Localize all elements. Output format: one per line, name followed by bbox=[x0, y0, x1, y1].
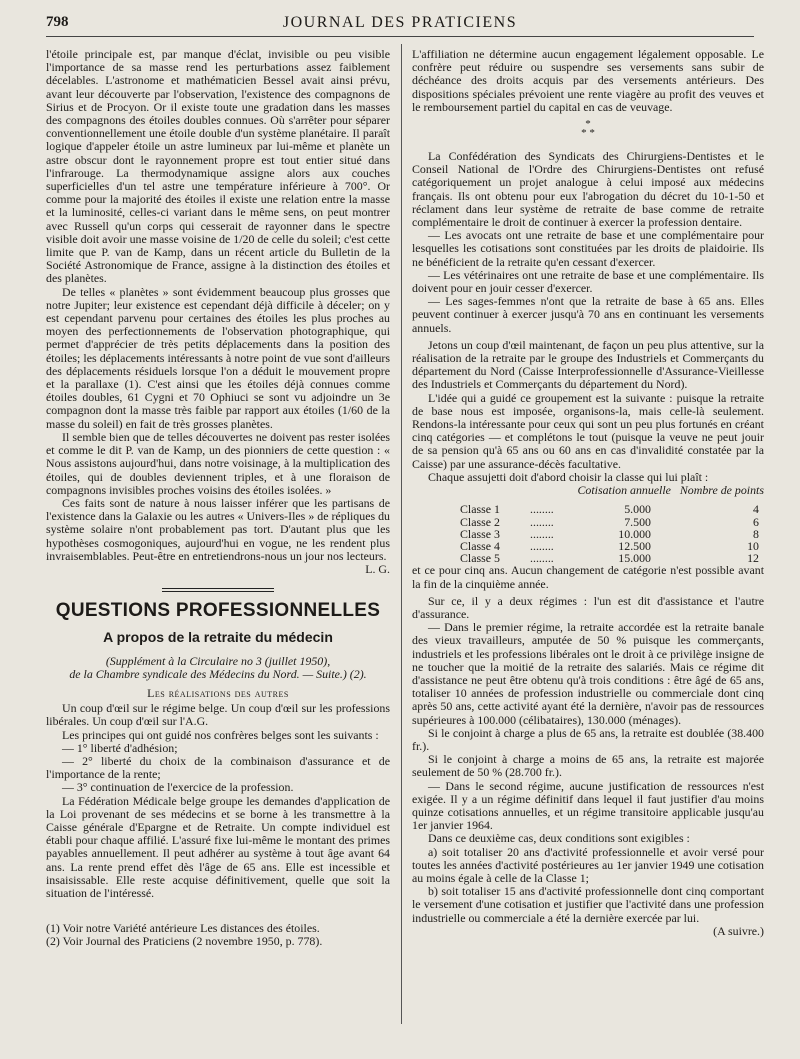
table-cell-cotisation: 12.500 bbox=[618, 538, 651, 553]
paragraph: — Dans le second régime, aucune justification de ressources n'est exigée. Il y a un régime définitif dans lequel il faut justifier d'au moins quinze cotisations annuelles, et un régime transitoire applicable jusqu'au 1er janvier 1964. bbox=[412, 778, 764, 833]
table-cell-cotisation: 15.000 bbox=[618, 551, 651, 566]
paragraph: Dans ce deuxième cas, deux conditions sont exigibles : bbox=[428, 831, 690, 846]
table-header: Cotisation annuelle Nombre de points bbox=[577, 483, 764, 498]
table-cell-cotisation: 10.000 bbox=[618, 526, 651, 541]
paragraph: — Les vétérinaires ont une retraite de base et une complémentaire. Ils doivent pour en jouir cesser d'exercer. bbox=[412, 267, 764, 296]
table-row bbox=[460, 516, 759, 528]
paragraph: Il semble bien que de telles découvertes ne doivent pas rester isolées et comme le dit P. van de Kamp, un des pionniers de cette question : « Nous assistons aujourd'hui, dans notre voisinage, à la multiplication des étoiles, qui de doubles deviennent triples, et à une floraison de compagnons invisibles proches voisins des étoiles isolées. » bbox=[46, 429, 390, 497]
table-cell-points: 10 bbox=[747, 538, 759, 553]
table-cell-classe: Classe 5 bbox=[460, 551, 500, 566]
list-item: — 3° continuation de l'exercice de la profession. bbox=[62, 780, 294, 795]
paragraph: La Fédération Médicale belge groupe les demandes d'application de la Loi provenant de ses médecins et se borne à les transmettre à la Caisse générale d'Epargne et de Retraite. Un compte individuel est établi pour chaque affilié. L'assuré fixe lui-même le montant des primes payables annuellement. Il peut adhérer au système à tout âge avant 64 ans. La rente prend effet dès l'âge de 65 ans. Elle est incessible et insaisissable. Elle reste acquise définitivement, quelle que soit la situation de l'intéressé. bbox=[46, 793, 390, 900]
running-header bbox=[46, 14, 754, 37]
article-subtitle: (Supplément à la Circulaire no 3 (juillet 1950), bbox=[105, 653, 331, 668]
journal-title: JOURNAL DES PRATICIENS bbox=[282, 14, 518, 31]
paragraph: — Les sages-femmes n'ont que la retraite de base à 65 ans. Elles peuvent continuer à exercer jusqu'à 70 ans en continuant les versements annuels. bbox=[412, 294, 764, 335]
table-cell-points: 6 bbox=[753, 514, 759, 529]
paragraph: La Confédération des Syndicats des Chirurgiens-Dentistes et le Conseil National de l'Ordre des Chirurgiens-Dentistes ont refusé catégoriquement un projet analogue à celui imposé aux médecins français. Ils ont obtenu pour eux l'abrogation du décret du 10-1-50 et réclament dans leur système de retraite de base comme de retraite complémentaire le droit de continuer à exercer la profession dentaire. bbox=[412, 149, 764, 230]
paragraph: Si le conjoint à charge a moins de 65 ans, la retraite est majorée seulement de 50 % (28.700 fr.). bbox=[412, 752, 764, 780]
table-cell-dots: ........ bbox=[530, 551, 554, 566]
cotisation-table bbox=[460, 503, 759, 564]
signature: L. G. bbox=[365, 561, 390, 576]
table-cell-dots: ........ bbox=[530, 514, 554, 529]
paragraph: Chaque assujetti doit d'abord choisir la classe qui lui plaît : bbox=[428, 469, 709, 484]
page-number: 798 bbox=[46, 14, 69, 30]
table-cell-classe: Classe 3 bbox=[460, 526, 500, 541]
table-row bbox=[460, 540, 759, 552]
paragraph: Ces faits sont de nature à nous laisser inférer que les partisans de l'existence dans la Galaxie ou les autres « Univers-Iles » de répliques du système solaire n'ont probablement pas tort. D'autant plus que les hypothèses cosmogoniques, aujourd'hui en vogue, ne les rendent plus invraisemblables. Peut-être en entretiendrons-nous un jour nos lecteurs. bbox=[46, 495, 390, 563]
column-divider bbox=[401, 44, 402, 1024]
section-title: QUESTIONS PROFESSIONNELLES bbox=[55, 600, 381, 622]
table-cell-classe: Classe 2 bbox=[460, 514, 500, 529]
table-cell-cotisation: 5.000 bbox=[624, 502, 651, 517]
footnote: (2) Voir Journal des Praticiens (2 novembre 1950, p. 778). bbox=[46, 934, 323, 949]
table-cell-points: 8 bbox=[753, 526, 759, 541]
paragraph: et ce pour cinq ans. Aucun changement de catégorie n'est possible avant la fin de la cinquième année. bbox=[412, 563, 764, 591]
paragraph: L'affiliation ne détermine aucun engagement légalement opposable. Le confrère peut réduire ou suspendre ses versements sans subir de déchéance des droits acquis par des versements antérieurs. Des dispositions spéciales prévoient une rente viagère au profit des veuves et le remboursement partiel du capital en cas de veuvage. bbox=[412, 47, 764, 114]
paragraph: Un coup d'œil sur le régime belge. Un coup d'œil sur les professions libérales. Un coup d'œil sur l'A.G. bbox=[46, 701, 390, 729]
footnote: (1) Voir notre Variété antérieure Les distances des étoiles. bbox=[46, 921, 320, 936]
paragraph: De telles « planètes » sont évidemment beaucoup plus grosses que notre Jupiter; leur existence est cependant déjà difficile à déceler; on y est cependant parvenu pour certaines des étoiles les plus proches au moyen des perfectionnements de l'observation photographique, qui permet d'apprécier de très petits déplacements dans la position des étoiles; les déplacements intéressants à notre point de vue sont d'ailleurs des déplacements résiduels lorsque l'on a déduit le mouvement propre et la parallaxe (1). C'est ainsi que les étoiles déjà connues comme étoiles doubles, 61 Cygni et 70 Ophiuci se sont vu adjoindre un 3e compagnon dont la masse très faible par rapport aux étoiles (1/60 de la masse du soleil) en fait de très grosses planètes. bbox=[46, 284, 390, 431]
separator-stars: * * * bbox=[581, 118, 595, 140]
table-cell-dots: ........ bbox=[530, 538, 554, 553]
paragraph: — Dans le premier régime, la retraite accordée est la retraite banale des vieux travailleurs, amputée de 50 % puisque les commerçants, industriels et les professions libérales ont le droit à ce privilège insigne de ne toucher que la moitié de la retraite des salariés. Mais ce régime dit d'assistance ne peut être obtenu qu'à trois conditions : être âgé de 65 ans, totaliser 10 années de profession industrielle ou commerciale dont cinq après 50 ans, cette activité ayant été la dernière, n'avoir pas de ressources supérieures à 100.000 (célibataires), 130.000 (ménages). bbox=[412, 620, 764, 727]
table-cell-classe: Classe 1 bbox=[460, 502, 500, 517]
table-row bbox=[460, 528, 759, 540]
footnotes bbox=[46, 922, 390, 948]
paragraph: a) soit totaliser 20 ans d'activité professionnelle et avoir versé pour toutes les années d'activité postérieures au 1er janvier 1949 une cotisation au moins égale à celle de la Classe 1; bbox=[412, 844, 764, 885]
table-cell-points: 12 bbox=[747, 551, 759, 566]
table-cell-cotisation: 7.500 bbox=[624, 514, 651, 529]
article-title: A propos de la retraite du médecin bbox=[103, 629, 333, 646]
section-rule bbox=[162, 588, 274, 592]
table-cell-dots: ........ bbox=[530, 526, 554, 541]
paragraph: l'étoile principale est, par manque d'éclat, invisible ou peu visible l'importance de sa masse rend les perturbations assez faiblement décelables. L'astronome et mathématicien Bessel avait ainsi prévu, avant leur découverte par l'observation, l'existence des compagnons de Sirius et de Procyon. Or il existe toute une gradation dans les masses des compagnons des étoiles doubles connues. Où s'arrêter pour séparer conventionnellement une étoile double d'un système planétaire. Il paraît logique d'appeler étoile un astre lumineux par lui-même et planète un astre obscur dont le rayonnement propre est tout entier situé dans l'infrarouge. La thermodynamique assigne alors aux couches superficielles d'un tel astre une température inférieure à 700°. Or comme pour la majorité des étoiles il existe une relation entre la masse et la luminosité, celles-ci variant dans le même sens, on peut montrer avec Russell qu'un corps qui cesserait de rayonner dans le spectre visible doit avoir une masse voisine de 1/20 de celle du soleil; c'est cette limite que P. van de Kamp, dans un récent article du Bulletin de la Société Astronomique de France, assigne à la distinction des étoiles et des planètes. bbox=[46, 47, 390, 286]
table-row bbox=[460, 503, 759, 515]
list-item: — 1° liberté d'adhésion; bbox=[62, 740, 178, 755]
paragraph: — Les avocats ont une retraite de base et une complémentaire pour lesquelles les cotisations sont constituées par les droits de plaidoirie. Ils ne bénéficient de la retraite qu'en cessant d'exercer. bbox=[412, 228, 764, 269]
paragraph: Jetons un coup d'œil maintenant, de façon un peu plus attentive, sur la réalisation de la retraite par le groupe des Industriels et Commerçants du département du Nord (Caisse Interprofessionnelle d'Assurance-Vieillesse des Industriels et Commerçants du département du Nord). bbox=[412, 337, 764, 392]
paragraph: Si le conjoint à charge a plus de 65 ans, la retraite est doublée (38.400 fr.). bbox=[412, 725, 764, 753]
left-column bbox=[46, 48, 390, 949]
paragraph: Sur ce, il y a deux régimes : l'un est dit d'assistance et l'autre d'assurance. bbox=[412, 593, 764, 621]
table-cell-classe: Classe 4 bbox=[460, 538, 500, 553]
table-cell-points: 4 bbox=[753, 502, 759, 517]
to-be-continued: (A suivre.) bbox=[713, 923, 764, 938]
article-subtitle: de la Chambre syndicale des Médecins du Nord. — Suite.) (2). bbox=[69, 666, 367, 681]
paragraph: Les principes qui ont guidé nos confrères belges sont les suivants : bbox=[62, 727, 379, 742]
right-column bbox=[412, 48, 764, 938]
list-item: — 2° liberté du choix de la combinaison d'assurance et de l'importance de la rente; bbox=[46, 753, 390, 782]
paragraph: b) soit totaliser 15 ans d'activité professionnelle dont cinq comportant le versement d'une cotisation et justifier que l'activité dans une profession industrielle ou commerciale a été la dernière exercée par lui. bbox=[412, 884, 764, 925]
table-cell-dots: ........ bbox=[530, 502, 554, 517]
paragraph: L'idée qui a guidé ce groupement est la suivante : puisque la retraite de base nous est imposée, organisons-la, mais celle-là seulement. Rendons-la intéressante pour ceux qui sont un peu plus fortunés en créant cinq catégories — et complétons le tout (puisque la veuve ne peut jouir de sa pension qu'à 65 ans ou 60 ans en cas d'invalidité constatée par la Caisse) par une assurance-décès facultative. bbox=[412, 390, 764, 471]
subheading: Les réalisations des autres bbox=[147, 685, 289, 700]
